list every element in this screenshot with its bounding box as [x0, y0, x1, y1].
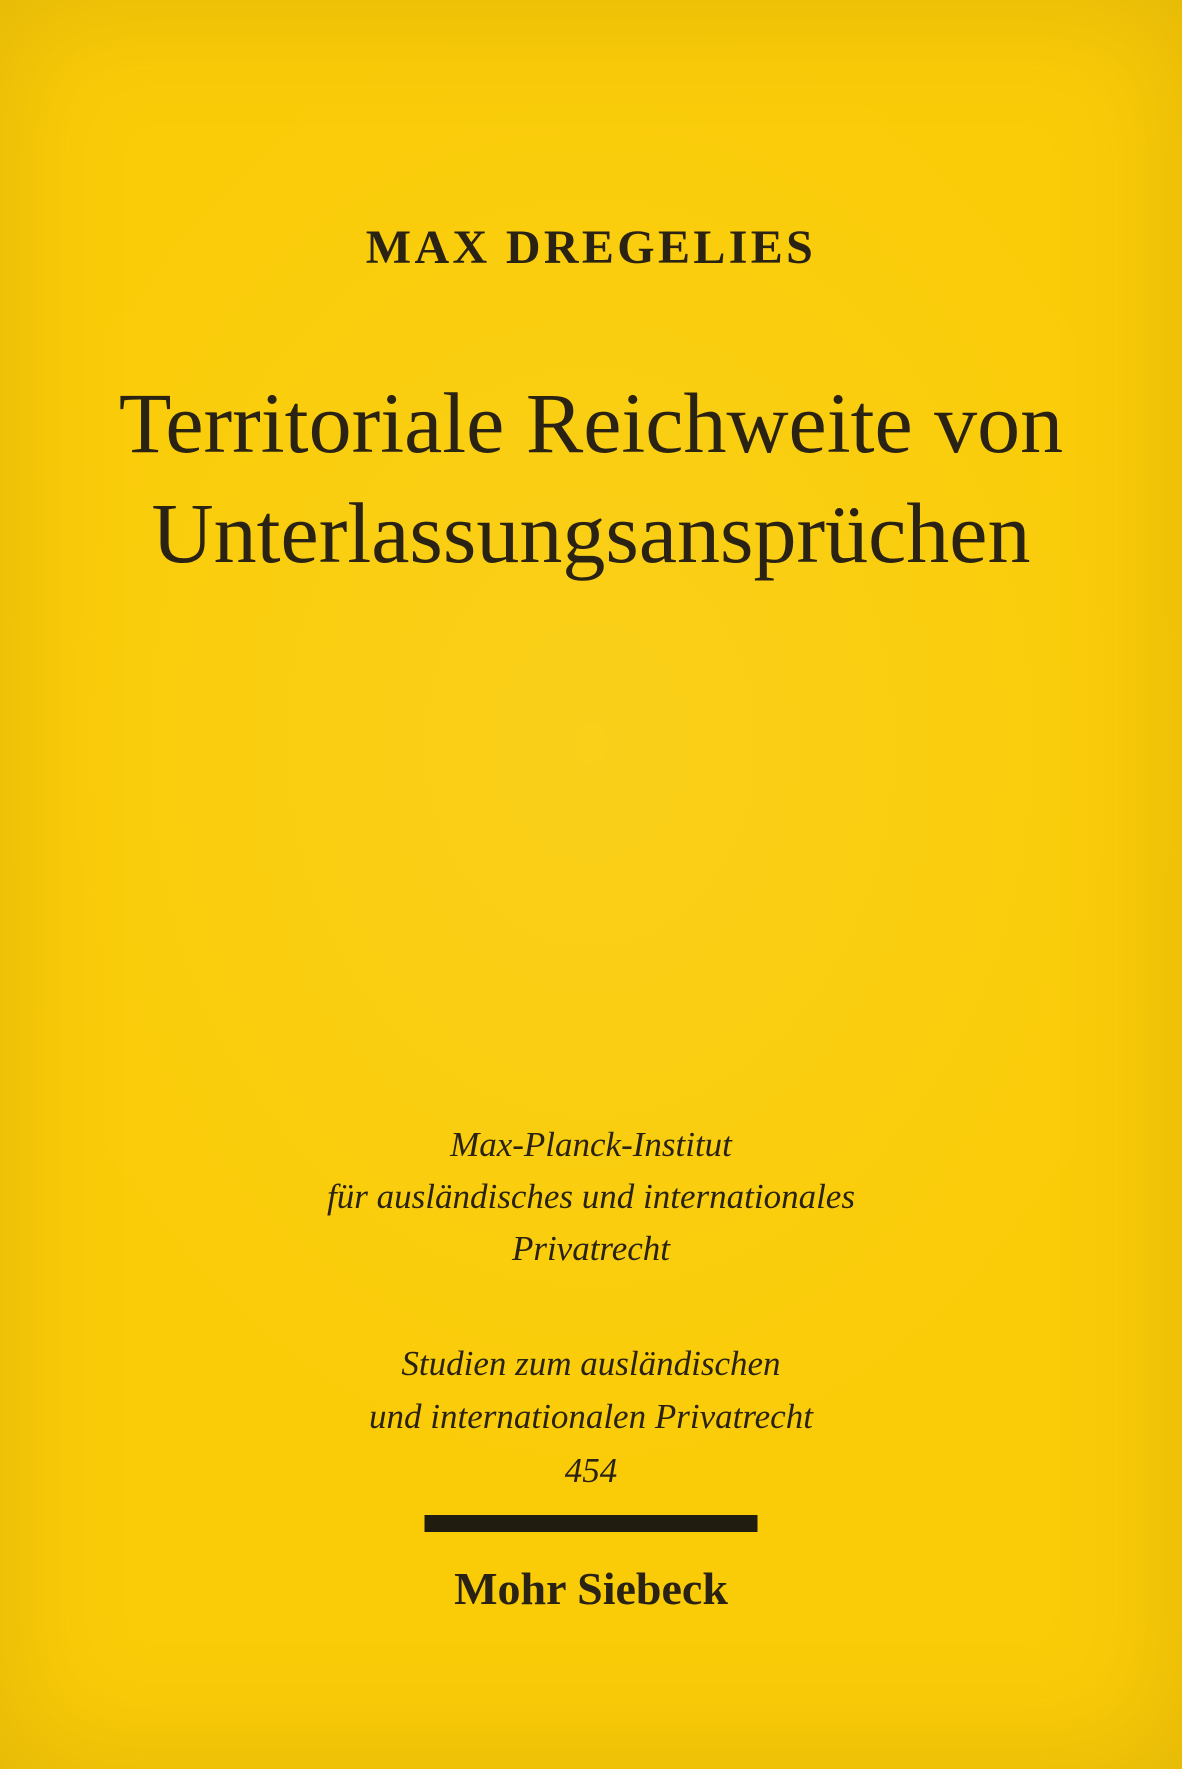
divider-bar — [425, 1515, 758, 1532]
publisher-name: Mohr Siebeck — [454, 1563, 728, 1614]
series-title — [0, 1337, 1182, 1443]
book-title-line2: Unterlassungsansprüchen — [151, 485, 1031, 581]
series-line1: Studien zum ausländischen — [401, 1344, 781, 1383]
book-title-line1: Territoriale Reichweite von — [118, 375, 1064, 471]
institute-line2: für ausländisches und internationales — [327, 1177, 855, 1216]
series-volume-number: 454 — [564, 1451, 618, 1490]
series-line2: und internationalen Privatrecht — [369, 1397, 813, 1436]
institute-line3: Privatrecht — [511, 1229, 671, 1268]
author-name: MAX DREGELIES — [365, 221, 817, 274]
book-title — [0, 368, 1182, 588]
institute-name — [0, 1119, 1182, 1275]
institute-line1: Max-Planck-Institut — [450, 1125, 732, 1164]
